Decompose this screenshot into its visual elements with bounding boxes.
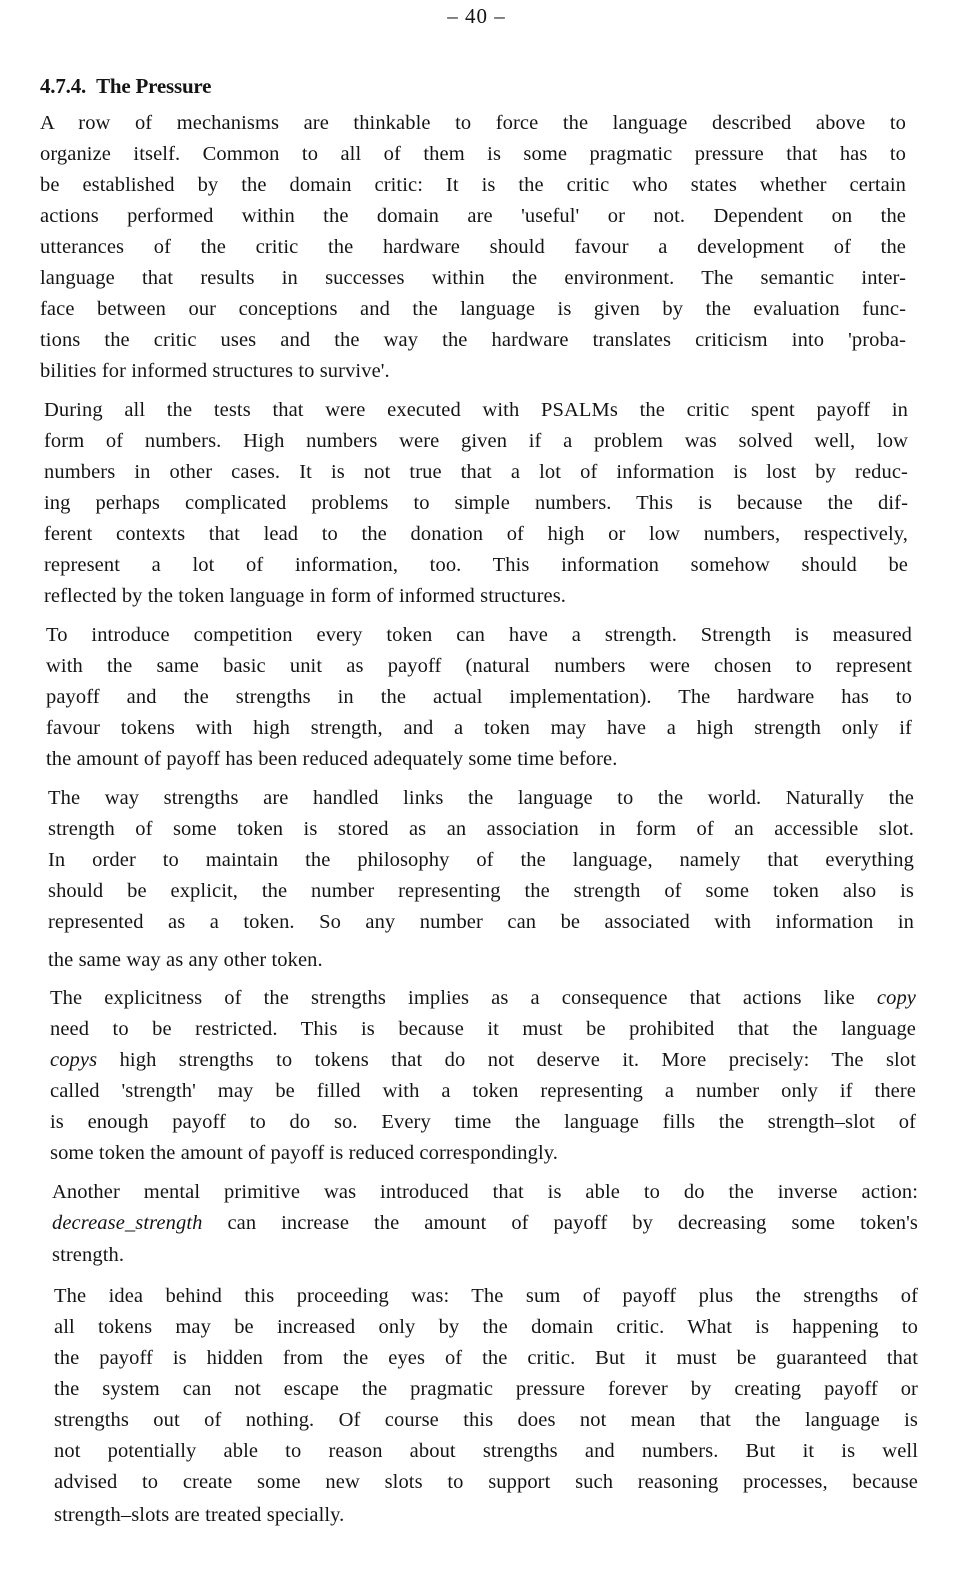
text-line: be established by the domain critic: It is the critic who states whether certain	[40, 174, 906, 196]
text-line: represent a lot of information, too. This information somehow should be	[44, 554, 908, 576]
text-line: strength of some token is stored as an association in form of an accessible slot.	[48, 818, 914, 840]
text-line: strengths out of nothing. Of course this does not mean that the language is	[54, 1409, 918, 1431]
text-line: some token the amount of payoff is reduced correspondingly.	[50, 1142, 559, 1164]
text-line: form of numbers. High numbers were given if a problem was solved well, low	[44, 430, 908, 452]
section-title: The Pressure	[96, 74, 212, 98]
section-heading	[40, 74, 211, 99]
line-text: can increase the amount of payoff by decreasing some token's	[227, 1212, 918, 1234]
text-line: strength–slots are treated specially.	[54, 1504, 345, 1526]
text-line: During all the tests that were executed with PSALMs the critic spent payoff in	[44, 399, 908, 421]
text-line: strength.	[52, 1244, 125, 1266]
text-line: represented as a token. So any number can be associated with information in	[48, 911, 914, 933]
text-line	[50, 1045, 916, 1075]
text-line: actions performed within the domain are 'useful' or not. Dependent on the	[40, 205, 906, 227]
text-line	[50, 983, 916, 1013]
text-line: The idea behind this proceeding was: The sum of payoff plus the strengths of	[54, 1285, 918, 1307]
text-line: To introduce competition every token can have a strength. Strength is measured	[46, 624, 912, 646]
text-line: the system can not escape the pragmatic pressure forever by creating payoff or	[54, 1378, 918, 1400]
emphasis-copys: copys	[50, 1049, 98, 1071]
text-line: called 'strength' may be filled with a token representing a number only if there	[50, 1080, 916, 1102]
text-line: advised to create some new slots to support such reasoning processes, because	[54, 1471, 918, 1493]
text-line: reflected by the token language in form of informed structures.	[44, 585, 567, 607]
text-line: Another mental primitive was introduced that is able to do the inverse action:	[52, 1181, 918, 1203]
line-text: The explicitness of the strengths implies as a consequence that actions like	[50, 987, 855, 1009]
text-line: need to be restricted. This is because it must be prohibited that the language	[50, 1018, 916, 1040]
text-line: The way strengths are handled links the language to the world. Naturally the	[48, 787, 914, 809]
text-line: tions the critic uses and the way the hardware translates criticism into 'proba-	[40, 329, 906, 351]
text-line: with the same basic unit as payoff (natural numbers were chosen to represent	[46, 655, 912, 677]
text-line: the payoff is hidden from the eyes of the critic. But it must be guaranteed that	[54, 1347, 918, 1369]
text-line: is enough payoff to do so. Every time the language fills the strength–slot of	[50, 1111, 916, 1133]
text-line: the amount of payoff has been reduced adequately some time before.	[46, 748, 618, 770]
text-line: bilities for informed structures to survive'.	[40, 360, 390, 382]
text-line: In order to maintain the philosophy of the language, namely that everything	[48, 849, 914, 871]
text-line: all tokens may be increased only by the domain critic. What is happening to	[54, 1316, 918, 1338]
emphasis-decrease-strength: decrease_strength	[52, 1212, 203, 1234]
text-line: the same way as any other token.	[48, 949, 323, 971]
text-line: ferent contexts that lead to the donation of high or low numbers, respectively,	[44, 523, 908, 545]
text-line: language that results in successes within the environment. The semantic inter-	[40, 267, 906, 289]
section-number: 4.7.4.	[40, 74, 87, 98]
emphasis-copy: copy	[876, 987, 917, 1009]
text-line	[52, 1208, 918, 1238]
text-line: favour tokens with high strength, and a token may have a high strength only if	[46, 717, 912, 739]
text-line: A row of mechanisms are thinkable to force the language described above to	[40, 112, 906, 134]
text-line: ing perhaps complicated problems to simple numbers. This is because the dif-	[44, 492, 908, 514]
text-line: face between our conceptions and the language is given by the evaluation func-	[40, 298, 906, 320]
text-line: organize itself. Common to all of them is some pragmatic pressure that has to	[40, 143, 906, 165]
text-line: payoff and the strengths in the actual implementation). The hardware has to	[46, 686, 912, 708]
text-line: numbers in other cases. It is not true that a lot of information is lost by reduc-	[44, 461, 908, 483]
text-line: utterances of the critic the hardware should favour a development of the	[40, 236, 906, 258]
text-line: should be explicit, the number representing the strength of some token also is	[48, 880, 914, 902]
text-line: not potentially able to reason about strengths and numbers. But it is well	[54, 1440, 918, 1462]
line-text: high strengths to tokens that do not deserve it. More precisely: The slot	[119, 1049, 916, 1071]
page-number: – 40 –	[447, 4, 506, 28]
